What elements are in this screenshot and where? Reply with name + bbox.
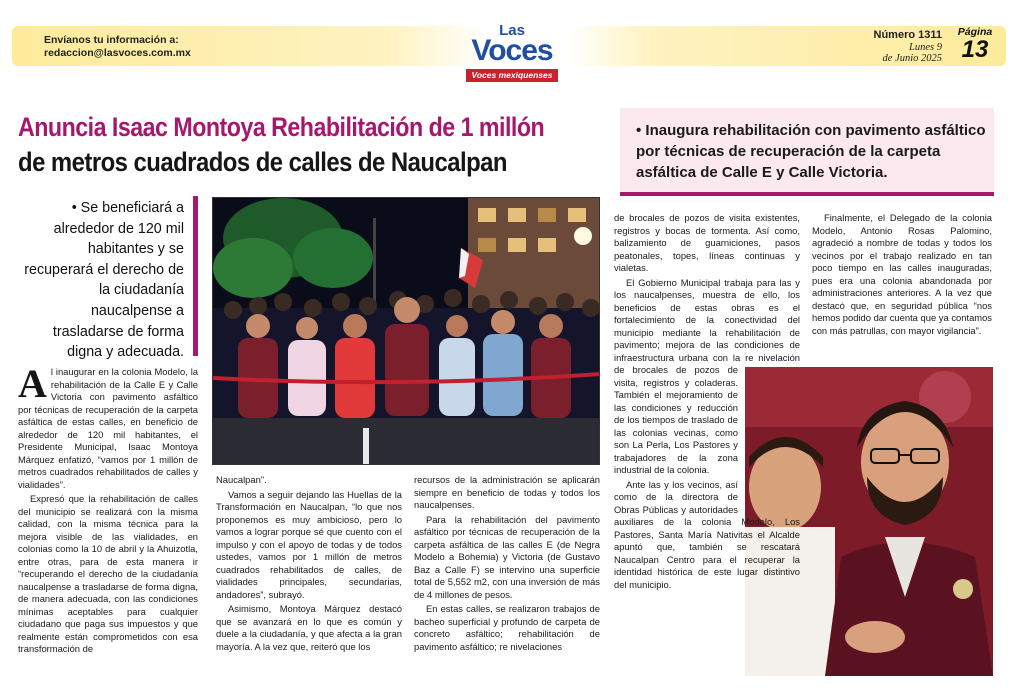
body-paragraph: El Gobierno Municipal trabaja para las y los naucalpenses, muestra de ello, los beneficios de estas obras es el fortalecimiento de la conectividad del municipio mediante la rehabilitación de pavimento; mejora de las condiciones de infraestructura urbana con la re nivelación de brocales de pozos de visita, registros y coladeras. También el mejoramiento de las condiciones y reducción de los tiempos de traslado de las colonias vecinas, como son La Perla, Los Pastores y trabajadores de la zona industrial de la colonia. xyxy=(614,276,800,475)
body-paragraph: Para la rehabilitación del pavimento asfáltico por técnicas de recuperación de la carpeta asfáltica de las calles E (de Negra Modelo a Bohemia) y Victoria (de Gustavo Baz a Calle F) se intervino una superficie total de 5,552 m2, con una inversión de más de 4 millones de pesos. xyxy=(414,513,600,600)
body-paragraph: Finalmente, el Delegado de la colonia Modelo, Antonio Rosas Palomino, agradeció a nombre de todas y todos los vecinos por el trabajo realizado en tan poco tiempo en las calles inauguradas, pues era una colonia abandonada por administraciones anteriores. A la vez que destacó que, en seguridad pública “nos hemos podido dar cuenta que ya contamos con más patrullas, con mayor vigilancia”. xyxy=(812,212,992,336)
headline-line-2: de metros cuadrados de calles de Naucalpan xyxy=(18,147,507,177)
body-column-5 xyxy=(812,212,992,339)
logo-tagline: Voces mexiquenses xyxy=(466,69,559,82)
main-photo xyxy=(212,197,600,465)
body-column-4 xyxy=(614,212,800,678)
issue-date: de Junio 2025 xyxy=(882,53,942,64)
page-word: Página xyxy=(957,26,993,38)
body-paragraph: Asimismo, Montoya Márquez destacó que se avanzará en lo que es común y duele a la ciudadanía, y que afecta a la gran mayoría. A la vez que, reiteró que los xyxy=(216,603,402,652)
body-column-3 xyxy=(414,474,600,655)
body-paragraph: En estas calles, se realizaron trabajos de bacheo superficial y profundo de carpeta de concreto asfáltico; rehabilitación de pavimento asfáltico; re nivelaciones xyxy=(414,603,600,652)
body-text: l inaugurar en la colonia Modelo, la rehabilitación de la Calle E y Calle Victoria con pavimento asfáltico por técnicas de recuperación de la carpeta asfáltica de estas calles, en beneficio de alrededor de 120 mil habitantes, el Presidente Municipal, Isaac Montoya Márquez enfatizó, “vamos por 1 millón de metros cuadrados rehabilitados de calles y vialidades”. xyxy=(18,366,198,490)
logo-small-text: Las xyxy=(499,22,525,39)
body-paragraph: recursos de la administración se aplicarán siempre en beneficio de todas y todos los naucalpenses. xyxy=(414,474,600,510)
contact-email[interactable]: redaccion@lasvoces.com.mx xyxy=(44,47,191,59)
issue-info xyxy=(846,30,942,65)
body-paragraph: Expresó que la rehabilitación de calles del municipio se realizará con la misma calidad, con la misma técnica para la mejora visible de las vialidades, en colonias como la 10 de abril y la Ahuizotla, entre otras, para de esta manera ir “recuperando el derecho de la ciudadanía naucalpense a trasladarse de forma digna, de manera adecuada, con las condiciones mínimas aceptables para cualquier ciudadano que paga sus impuestos y que realmente están comprometidos con esa transformación de xyxy=(18,493,198,654)
headline-line-1: Anuncia Isaac Montoya Rehabilitación de 1 millón xyxy=(18,112,545,142)
body-paragraph: de brocales de pozos de visita existentes, registros y bocas de tormenta. Así como, balizamiento de guarniciones, pasos peatonales, topes, líneas continuas y vialetas. xyxy=(614,212,800,273)
page-indicator xyxy=(952,26,998,62)
newspaper-logo xyxy=(462,24,562,84)
body-column-2 xyxy=(216,474,402,655)
contact-label: Envíanos tu información a: xyxy=(44,34,179,46)
body-column-1 xyxy=(18,361,198,658)
page-number: 13 xyxy=(961,36,989,63)
drop-cap: A xyxy=(18,361,47,406)
body-paragraph: Vamos a seguir dejando las Huellas de la Transformación en Naucalpan, “lo que nos proponemos es muy ambicioso, pero lo vamos a lograr porque sé que cuento con el impulso y con el apoyo de todas y de todos ustedes, vamos por 1 millón de metros cuadrados rehabilitados de calles, de vialidades principales, secundarias, andadores”, subrayó. xyxy=(216,488,402,600)
deck-accent-rule xyxy=(193,196,198,356)
deck-summary: • Se beneficiará a alrededor de 120 mil habitantes y se recuperará el derecho de la ciudadanía naucalpense a trasladarse de forma digna y adecuada. xyxy=(24,200,184,361)
body-paragraph: Ante las y los vecinos, así como de la directora de Obras Públicas y autoridades auxiliares de la colonia Modelo, Los Pastores, Santa María Nativitas el Alcalde apuntó que, también se rescatará Naucalpan Centro para el recuperar la identidad histórica de este lugar distintivo del municipio. xyxy=(614,478,800,590)
contact-info xyxy=(44,34,191,60)
ribbon-cutting-photo-illustration xyxy=(213,198,600,465)
body-paragraph: Naucalpan”. xyxy=(216,474,267,485)
issue-number: Número 1311 xyxy=(873,29,942,41)
body-paragraph xyxy=(18,361,198,491)
kicker-text: • Inaugura rehabilitación con pavimento asfáltico por técnicas de recuperación de la carpeta asfáltica de Calle E y Calle Victoria. xyxy=(636,122,986,181)
logo-big-text: Voces xyxy=(471,34,553,67)
issue-day: Lunes 9 xyxy=(909,41,942,53)
